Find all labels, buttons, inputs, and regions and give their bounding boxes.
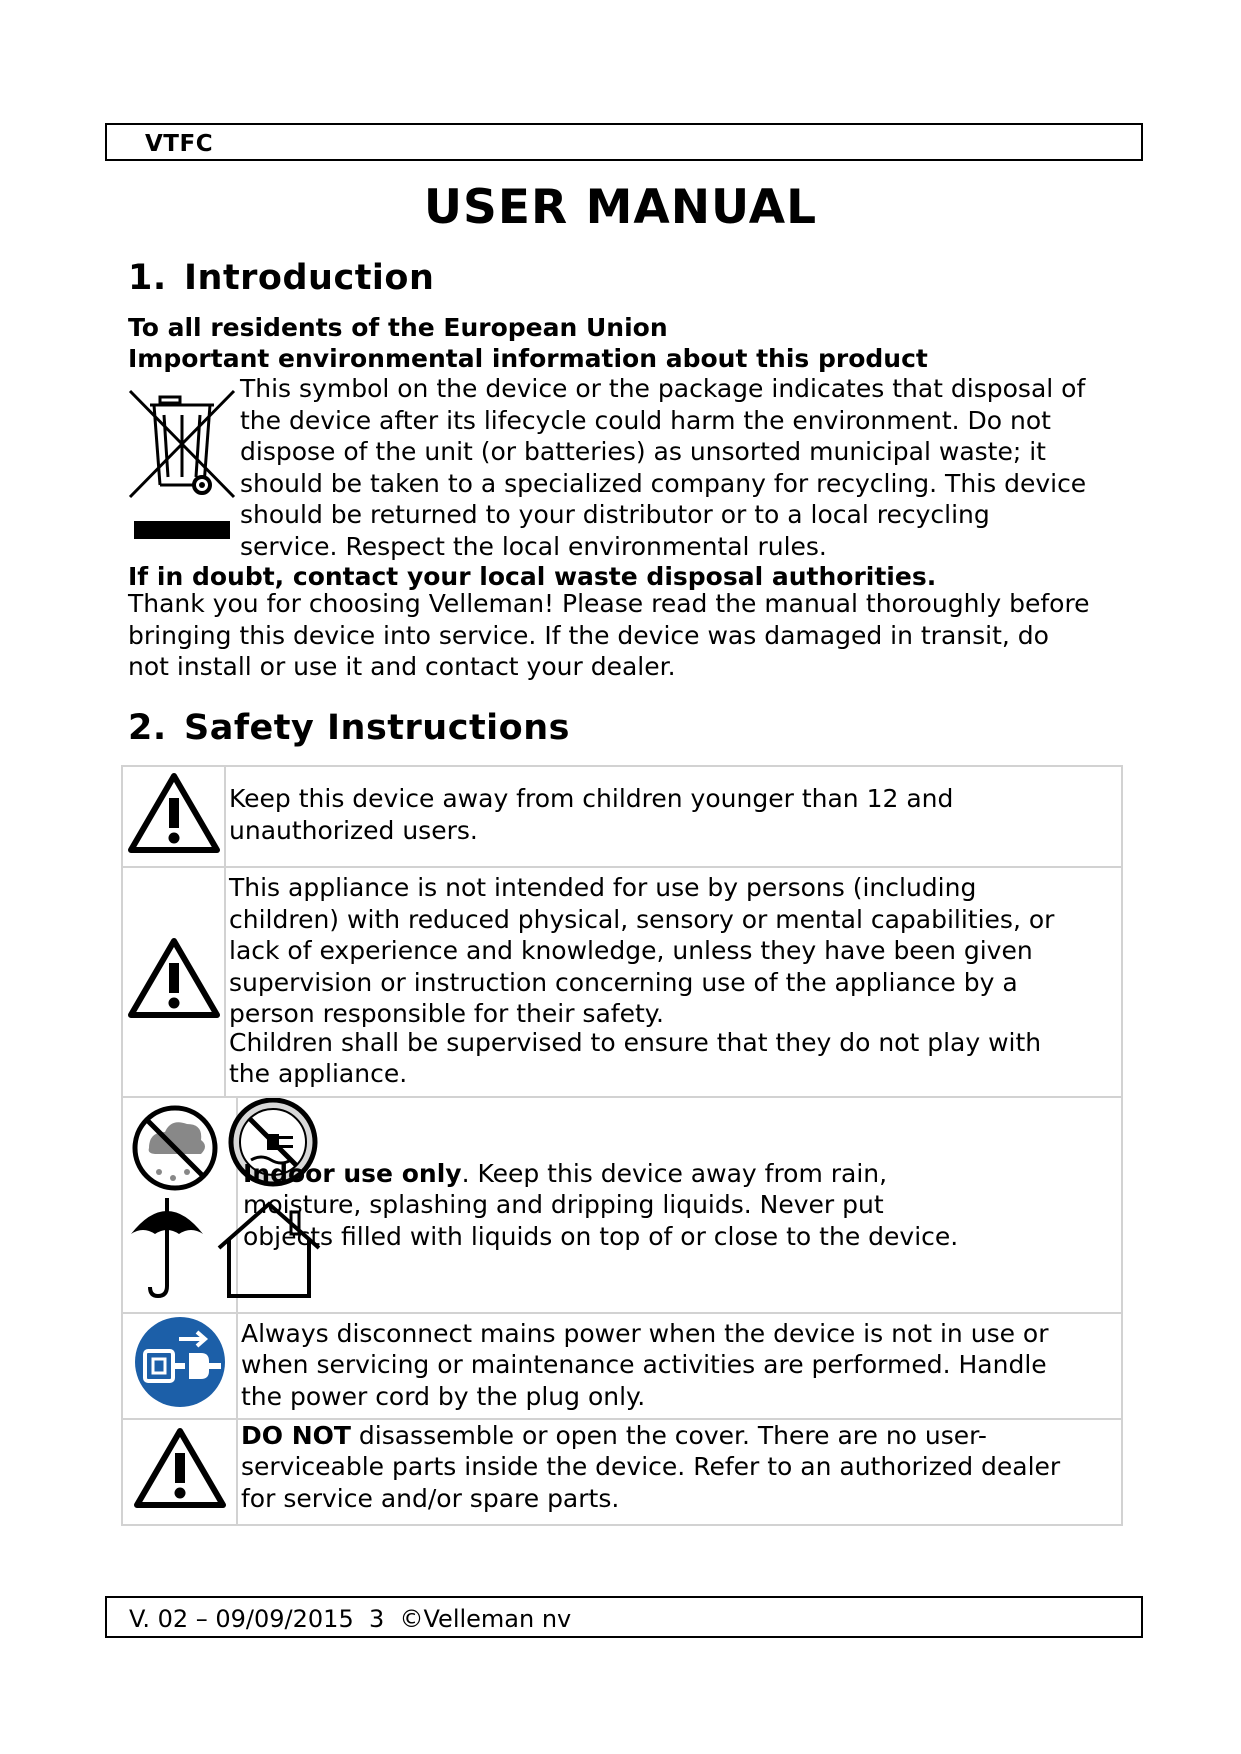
text-line: the power cord by the plug only. bbox=[241, 1381, 646, 1411]
text-run: . Keep this device away from rain, bbox=[461, 1158, 888, 1188]
icon-cell bbox=[122, 1419, 237, 1525]
text-line: Always disconnect mains power when the device is not in use or bbox=[241, 1318, 1049, 1348]
safety-heading bbox=[128, 708, 570, 748]
text-cell bbox=[225, 867, 1122, 1097]
text-line: lack of experience and knowledge, unless they have been given bbox=[229, 936, 1033, 965]
text-line: service. Respect the local environmental rules. bbox=[240, 531, 827, 561]
bold-text: Indoor use only bbox=[243, 1158, 462, 1188]
safety-table bbox=[121, 765, 1123, 1526]
icon-cell bbox=[122, 1097, 237, 1313]
weee-bin-icon bbox=[128, 385, 236, 545]
text-line: moisture, splashing and dripping liquids. Never put bbox=[243, 1190, 884, 1219]
icon-cell bbox=[122, 1313, 237, 1419]
text-line: for service and/or spare parts. bbox=[241, 1483, 620, 1513]
text-run: disassemble or open the cover. There are no user- bbox=[350, 1420, 987, 1450]
intro-heading-text: Introduction bbox=[184, 258, 435, 298]
text-line: not install or use it and contact your dealer. bbox=[128, 652, 676, 681]
safety-row bbox=[122, 867, 1122, 1097]
text-line: serviceable parts inside the device. Refer to an authorized dealer bbox=[241, 1452, 1061, 1481]
icon-cell bbox=[122, 867, 225, 1097]
umbrella-icon bbox=[131, 1198, 203, 1296]
text-line: Thank you for choosing Velleman! Please read the manual thoroughly before bbox=[128, 589, 1090, 618]
header-box bbox=[105, 123, 1143, 161]
text-line bbox=[241, 1420, 1121, 1452]
warning-icon bbox=[127, 772, 221, 854]
doubt-line: If in doubt, contact your local waste disposal authorities. bbox=[128, 562, 937, 591]
thanks-text bbox=[128, 588, 1090, 683]
text-line: bringing this device into service. If the device was damaged in transit, do bbox=[128, 620, 1049, 650]
text-line: This appliance is not intended for use by persons (including bbox=[229, 873, 977, 902]
bold-text: DO NOT bbox=[241, 1420, 351, 1450]
text-line: children) with reduced physical, sensory or mental capabilities, or bbox=[229, 904, 1055, 934]
text-line: dispose of the unit (or batteries) as unsorted municipal waste; it bbox=[240, 437, 1046, 466]
text-cell bbox=[237, 1419, 1122, 1525]
text-line: unauthorized users. bbox=[229, 815, 478, 845]
text-line: the appliance. bbox=[229, 1059, 408, 1088]
warning-icon bbox=[133, 1427, 227, 1509]
text-line: Children shall be supervised to ensure that they do not play with bbox=[229, 1027, 1042, 1057]
text-cell bbox=[225, 766, 1122, 867]
residents-line: To all residents of the European Union bbox=[128, 313, 668, 342]
no-rain-icon bbox=[135, 1108, 215, 1188]
text-line: person responsible for their safety. bbox=[229, 999, 664, 1028]
safety-row bbox=[122, 1097, 1122, 1313]
weee-text bbox=[240, 373, 1086, 562]
disconnect-power-icon bbox=[133, 1315, 227, 1409]
safety-number: 2. bbox=[128, 708, 167, 748]
text-cell bbox=[237, 1097, 1122, 1313]
page-title: USER MANUAL bbox=[423, 180, 818, 235]
text-line: the device after its lifecycle could harm the environment. Do not bbox=[240, 405, 1051, 435]
text-cell bbox=[237, 1313, 1122, 1419]
footer-text: V. 02 – 09/09/2015 3 ©Velleman nv bbox=[129, 1605, 572, 1633]
safety-row bbox=[122, 1419, 1122, 1525]
text-line: should be returned to your distributor or to a local recycling bbox=[240, 500, 990, 529]
icon-cell bbox=[122, 766, 225, 867]
safety-heading-text: Safety Instructions bbox=[184, 708, 570, 748]
text-line: supervision or instruction concerning use of the appliance by a bbox=[229, 967, 1018, 997]
text-line: Keep this device away from children younger than 12 and bbox=[229, 784, 954, 813]
env-heading: Important environmental information about this product bbox=[128, 344, 928, 373]
text-line bbox=[243, 1158, 1121, 1190]
intro-number: 1. bbox=[128, 258, 167, 298]
product-code: VTFC bbox=[145, 131, 214, 157]
intro-heading bbox=[128, 258, 434, 298]
text-line: objects filled with liquids on top of or close to the device. bbox=[243, 1221, 959, 1251]
text-line: This symbol on the device or the package indicates that disposal of bbox=[240, 374, 1086, 403]
footer-box bbox=[105, 1596, 1143, 1638]
text-line: when servicing or maintenance activities are performed. Handle bbox=[241, 1350, 1047, 1379]
warning-icon bbox=[127, 937, 221, 1019]
safety-row bbox=[122, 1313, 1122, 1419]
text-line: should be taken to a specialized company for recycling. This device bbox=[240, 468, 1087, 498]
safety-row bbox=[122, 766, 1122, 867]
